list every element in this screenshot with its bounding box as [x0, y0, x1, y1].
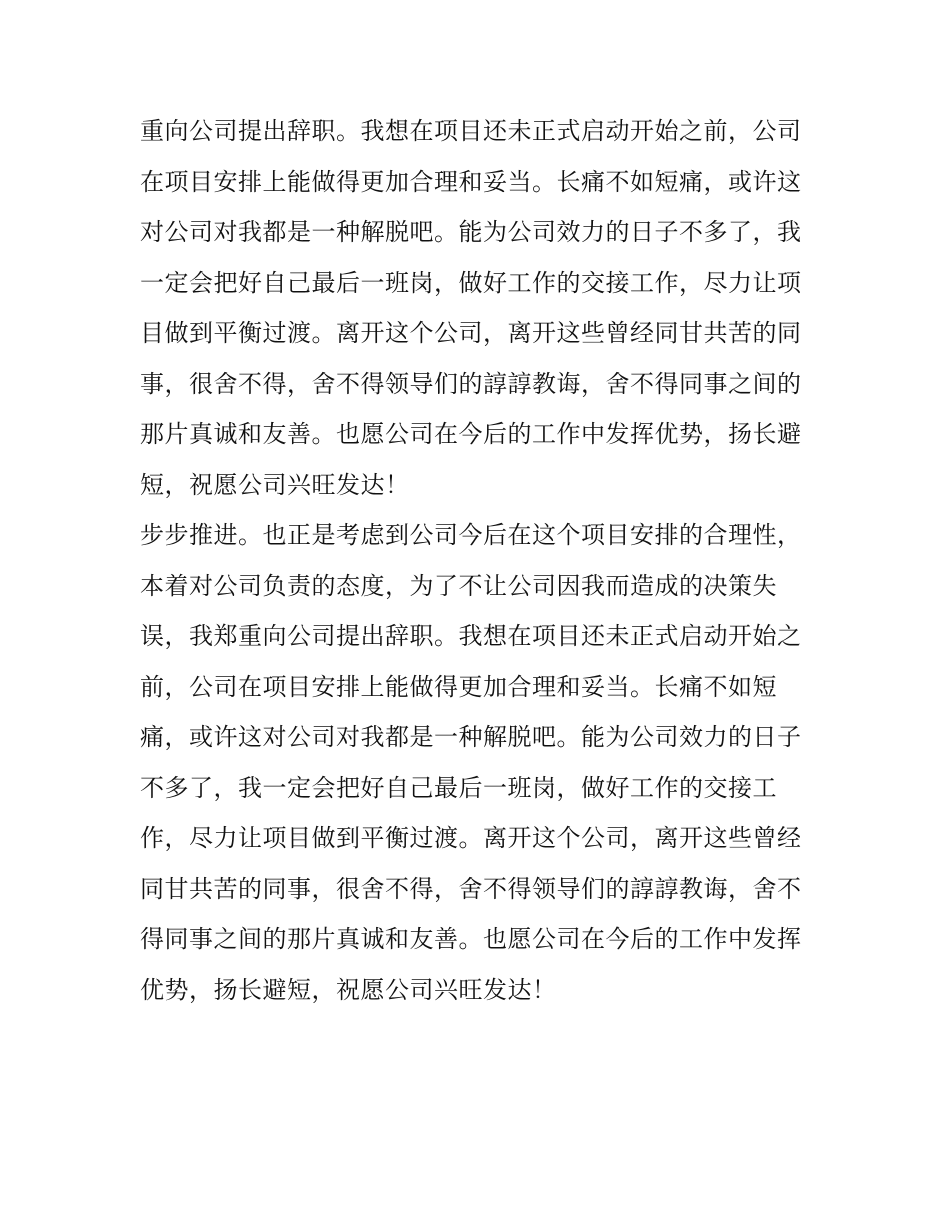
text-line: 事，很舍不得，舍不得领导们的諄諄教诲，舍不得同事之间的	[140, 369, 802, 398]
text-line: 不多了，我一定会把好自己最后一班岗，做好工作的交接工	[140, 773, 777, 802]
text-line: 同甘共苦的同事，很舍不得，舍不得领导们的諄諄教诲，舍不	[140, 874, 802, 903]
text-line: 本着对公司负责的态度，为了不让公司因我而造成的决策失	[140, 571, 777, 600]
text-line: 得同事之间的那片真诚和友善。也愿公司在今后的工作中发挥	[140, 925, 802, 953]
text-line: 重向公司提出辞职。我想在项目还未正式启动开始之前，公司	[140, 117, 802, 145]
text-line: 误，我郑重向公司提出辞职。我想在项目还未正式启动开始之	[140, 622, 802, 650]
text-line: 痛，或许这对公司对我都是一种解脱吧。能为公司效力的日子	[140, 723, 802, 751]
text-line: 在项目安排上能做得更加合理和妥当。长痛不如短痛，或许这	[140, 167, 802, 196]
text-line: 步步推进。也正是考虑到公司今后在这个项目安排的合理性，	[140, 521, 802, 549]
body-text	[140, 106, 812, 1015]
text-line: 那片真诚和友善。也愿公司在今后的工作中发挥优势，扬长避	[140, 420, 802, 448]
text-line: 作，尽力让项目做到平衡过渡。离开这个公司，离开这些曾经	[140, 824, 802, 852]
text-line: 优势，扬长避短，祝愿公司兴旺发达！	[140, 975, 557, 1004]
text-line: 短，祝愿公司兴旺发达！	[140, 470, 410, 499]
text-line: 前，公司在项目安排上能做得更加合理和妥当。长痛不如短	[140, 672, 777, 701]
text-line: 对公司对我都是一种解脱吧。能为公司效力的日子不多了，我	[140, 218, 802, 246]
text-line: 目做到平衡过渡。离开这个公司，离开这些曾经同甘共苦的同	[140, 319, 802, 347]
text-line: 一定会把好自己最后一班岗，做好工作的交接工作，尽力让项	[140, 268, 802, 297]
